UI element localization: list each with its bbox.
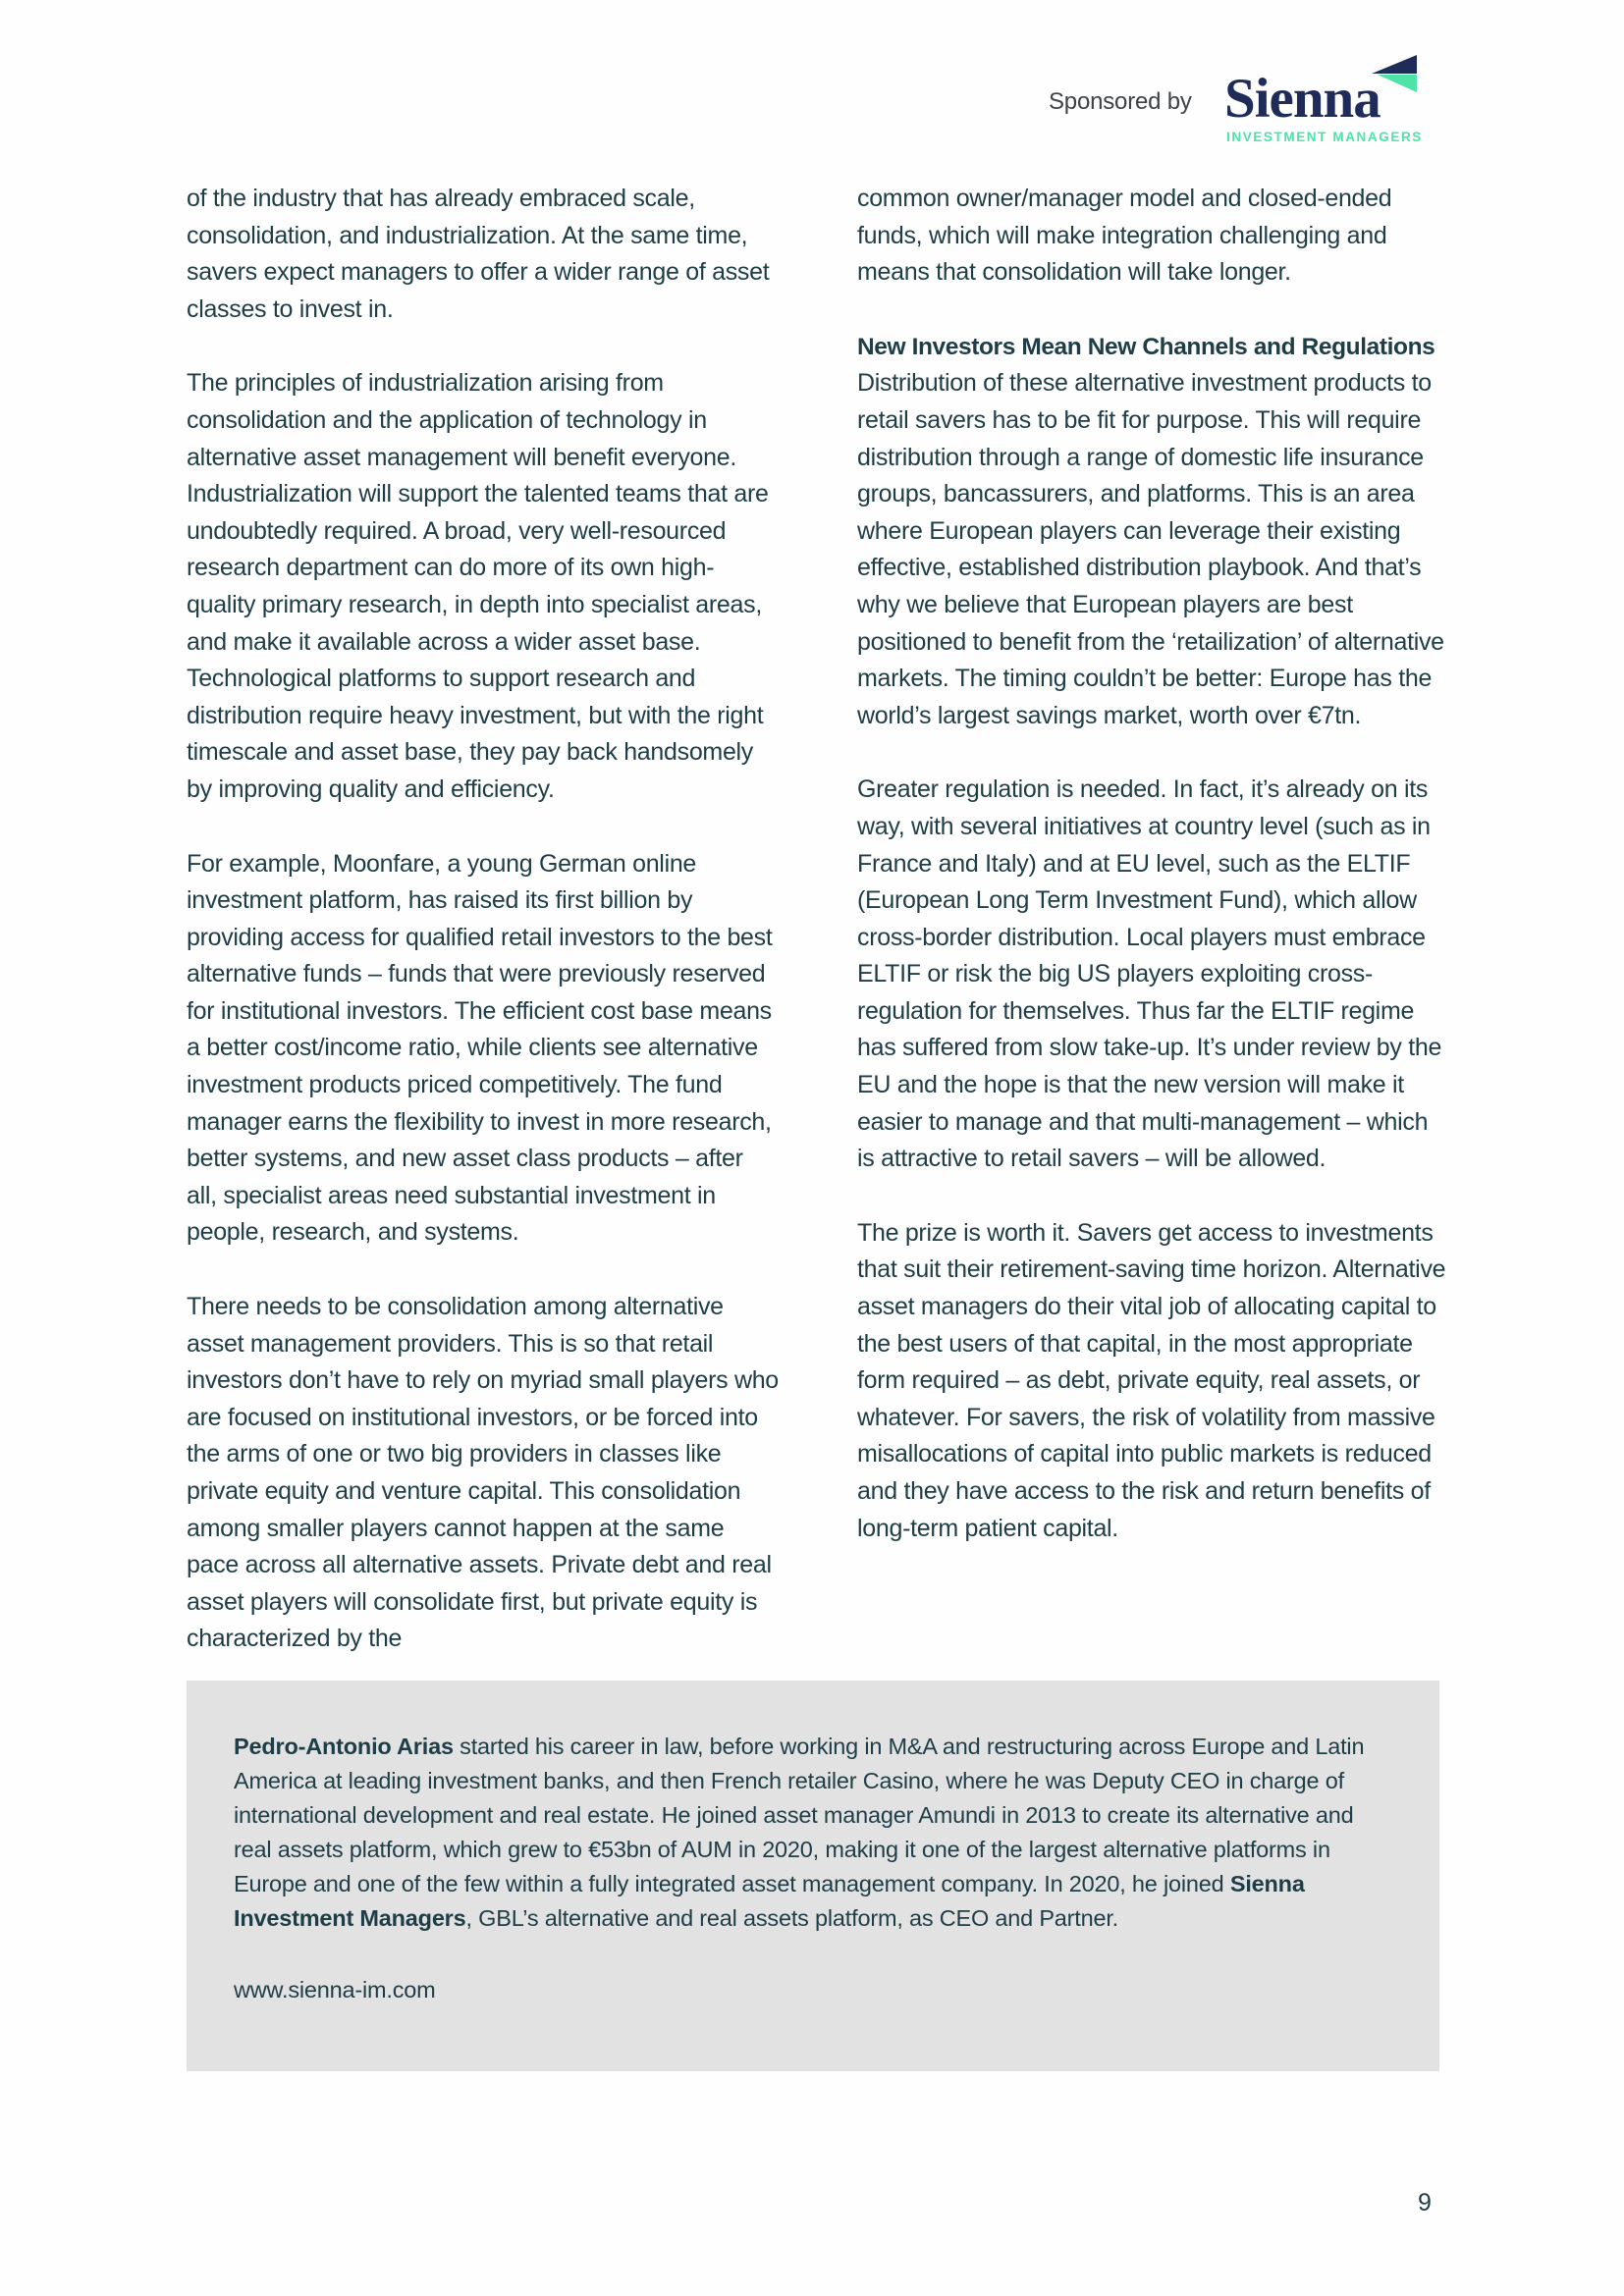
paragraph: The prize is worth it. Savers get access to investments that suit their retirement-saving time horizon. Alternative asset managers do their vital job of allocating capital to the best users of that capital, in the most appropriate form required – as debt, private equity, real assets, or whatever. For savers, the risk of volatility from massive misallocations of capital into public markets is reduced and they have access to the risk and return benefits of long-term patient capital. xyxy=(857,1218,1446,1542)
paragraph: Distribution of these alternative investment products to retail savers has to be fit for purpose. This will require distribution through a range of domestic life insurance groups, bancassurers, and platforms. This is an area where European players can leverage their existing effective, established distribution playbook. And that’s why we believe that European players are best positioned to benefit from the ‘retailization’ of alternative markets. The timing couldn’t be better: Europe has the world’s largest savings market, worth over €7tn. xyxy=(857,369,1444,729)
article-left-column xyxy=(187,181,780,1695)
sienna-logo-tagline: INVESTMENT MANAGERS xyxy=(1226,130,1423,144)
sienna-logo xyxy=(1222,47,1424,155)
paragraph: For example, Moonfare, a young German online investment platform, has raised its first billion by providing access for qualified retail investors to the best alternative funds – funds that were previously reserved for institutional investors. The efficient cost base means a better cost/income ratio, while clients see alternative investment products priced competitively. The fund manager earns the flexibility to invest in more research, better systems, and new asset class products – after all, specialist areas need substantial investment in people, research, and systems. xyxy=(187,849,773,1247)
sponsored-by-label: Sponsored by xyxy=(1049,88,1192,115)
article-right-column xyxy=(857,181,1450,1584)
company-name: Sienna Investment Managers xyxy=(234,1871,1305,1931)
page-number: 9 xyxy=(1418,2189,1432,2216)
sienna-logo-wordmark: Sienna xyxy=(1224,68,1380,130)
section-heading: New Investors Mean New Channels and Regulations xyxy=(857,333,1435,360)
bio-text-segment: started his career in law, before working in M&A and restructuring across Europe and Latin America at leading investment banks, and then French retailer Casino, where he was Deputy CEO in charge of international development and real estate. He joined asset manager Amundi in 2013 to create its alternative and real assets platform, which grew to €53bn of AUM in 2020, making it one of the largest alternative platforms in Europe and one of the few within a fully integrated asset management company. In 2020, he joined xyxy=(234,1734,1365,1896)
company-website-url: www.sienna-im.com xyxy=(234,1977,436,2002)
author-name: Pedro-Antonio Arias xyxy=(234,1734,454,1759)
paragraph: The principles of industrialization arising from consolidation and the application of technology in alternative asset management will benefit everyone. Industrialization will support the talented teams that are undoubtedly required. A broad, very well-resourced research department can do more of its own high-quality primary research, in depth into specialist areas, and make it available across a wider asset base. Technological platforms to support research and distribution require heavy investment, but with the right timescale and asset base, they pay back handsomely by improving quality and efficiency. xyxy=(187,369,769,803)
author-bio-text xyxy=(234,1730,1392,1936)
paragraph: Greater regulation is needed. In fact, it’s already on its way, with several initiatives at country level (such as in France and Italy) and at EU level, such as the ELTIF (European Long Term Investment Fund), which allow cross-border distribution. Local players must embrace ELTIF or risk the big US players exploiting cross-regulation for themselves. Thus far the ELTIF regime has suffered from slow take-up. It’s under review by the EU and the hope is that the new version will make it easier to manage and that multi-management – which is attractive to retail savers – will be allowed. xyxy=(857,775,1442,1173)
paragraph: There needs to be consolidation among alternative asset management providers. This is so that retail investors don’t have to rely on myriad small players who are focused on institutional investors, or be forced into the arms of one or two big providers in classes like private equity and venture capital. This consolidation among smaller players cannot happen at the same pace across all alternative assets. Private debt and real asset players will consolidate first, but private equity is characterized by the xyxy=(187,1293,779,1653)
paragraph: of the industry that has already embraced scale, consolidation, and industrialization. At the same time, savers expect managers to offer a wider range of asset classes to invest in. xyxy=(187,185,770,323)
bio-text-segment: , GBL’s alternative and real assets platform, as CEO and Partner. xyxy=(465,1905,1119,1931)
author-bio-box xyxy=(187,1681,1439,2071)
paragraph: common owner/manager model and closed-ended funds, which will make integration challenging and means that consolidation will take longer. xyxy=(857,185,1392,287)
